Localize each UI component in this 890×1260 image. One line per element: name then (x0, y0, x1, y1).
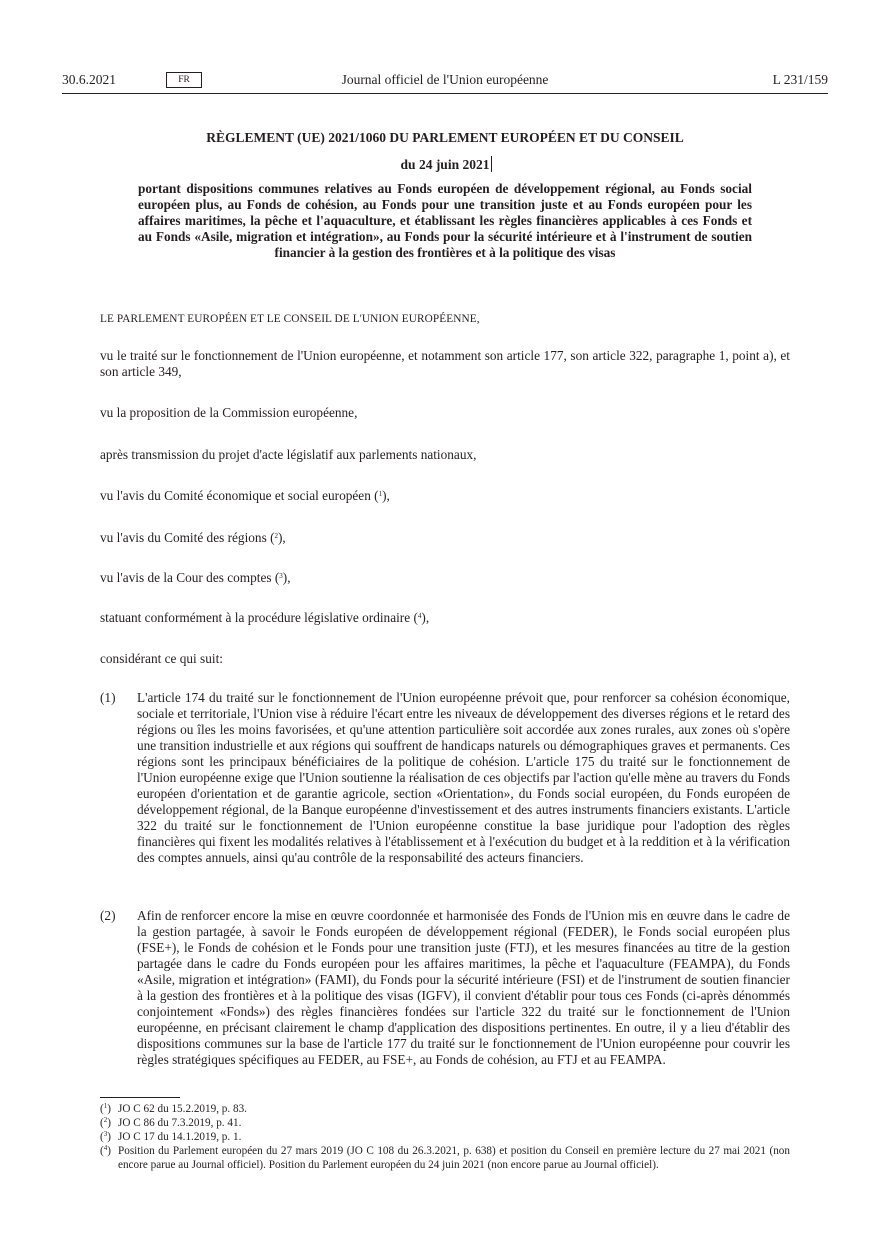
footnote-ref-4[interactable]: 4 (417, 612, 422, 620)
citation-ces-end: ), (382, 488, 390, 503)
footnote-text: JO C 62 du 15.2.2019, p. 83. (118, 1103, 247, 1115)
citation-cc-end: ), (282, 570, 291, 585)
citation-cc-text: vu l'avis de la Cour des comptes ( (100, 570, 280, 585)
citation-proposition: vu la proposition de la Commission européenne, (100, 405, 358, 420)
language-badge: FR (166, 72, 202, 88)
citation-cdr-text: vu l'avis du Comité des régions ( (100, 530, 275, 545)
recital-number: (1) (100, 690, 116, 705)
footnote-mark: ($^1$) (100, 1102, 111, 1115)
citation-cdr-end: ), (278, 530, 286, 545)
footnote-ref-1[interactable]: 1 (378, 490, 383, 498)
page-reference: L 231/159 (772, 72, 828, 87)
regulation-date: du 24 juin 2021 (400, 157, 490, 172)
header-date: 30.6.2021 (62, 72, 116, 87)
footnote-ref-3[interactable]: 3 (279, 572, 283, 580)
page-header (62, 72, 828, 90)
footnote-divider (100, 1097, 180, 1098)
regulation-title: RÈGLEMENT (UE) 2021/1060 DU PARLEMENT EUROPÉEN ET DU CONSEIL (206, 130, 684, 145)
citation-cdr (100, 530, 790, 546)
footnote-text: Position du Parlement européen du 27 mars 2019 (JO C 108 du 26.3.2021, p. 638) et position du Conseil en première lecture du 27 mai 2021 (non encore parue au Journal officiel). Position du Parlement européen du 24 juin 2021 (non encore parue au Journal officiel). (118, 1145, 790, 1171)
preamble-intro: LE PARLEMENT EUROPÉEN ET LE CONSEIL DE L'UNION EUROPÉENNE, (100, 313, 480, 325)
citation-procedure (100, 610, 790, 626)
footnote-mark: ($^4$) (100, 1144, 111, 1157)
citation-transmission: après transmission du projet d'acte législatif aux parlements nationaux, (100, 447, 477, 462)
citation-cour-comptes (100, 570, 790, 586)
footnote-ref-2[interactable]: 2 (274, 532, 278, 540)
footnote-text: JO C 86 du 7.3.2019, p. 41. (118, 1117, 242, 1129)
citation-ces (100, 488, 790, 504)
recital-number: (2) (100, 908, 116, 923)
recital-text: Afin de renforcer encore la mise en œuvre coordonnée et harmonisée des Fonds de l'Union mis en œuvre dans le cadre de la gestion partagée, à savoir le Fonds européen de développement régional (FEDER), le Fonds social européen plus (FSE+), le Fonds de cohésion et le Fonds pour une transition juste (FTJ), et les mesures financées au titre de la gestion partagée dans le cadre du Fonds européen pour les affaires maritimes, la pêche et l'aquaculture (FEAMPA), du Fonds «Asile, migration et intégration» (FAMI), du Fonds pour la sécurité intérieure (FSI) et de l'instrument de soutien financier à la gestion des frontières et à la politique des visas (IGFV), il convient d'établir pour tous ces Fonds (ci-après dénommés conjointement «Fonds») des règles financières fondées sur l'article 322 du traité sur le fonctionnement de l'Union européenne, en précisant clairement le champ d'application des dispositions pertinentes. En outre, il y a lieu d'établir des dispositions communes sur la base de l'article 177 du traité sur le fonctionnement de l'Union européenne pour couvrir les règles stratégiques spécifiques au FEDER, au FSE+, au Fonds de cohésion, au FTJ et au FEAMPA. (137, 908, 790, 1067)
recital-text: L'article 174 du traité sur le fonctionnement de l'Union européenne prévoit que, pour renforcer sa cohésion économique, sociale et territoriale, l'Union vise à réduire l'écart entre les niveaux de développement des diverses régions et le retard des régions ou îles les moins favorisées, et qu'une attention particulière soit accordée aux zones rurales, aux zones où s'opère une transition industrielle et aux régions qui souffrent de handicaps naturels ou démographiques graves et permanents. Ces régions sont les principaux bénéficiaires de la politique de cohésion. L'article 175 du traité sur le fonctionnement de l'Union européenne exige que l'Union soutienne la réalisation de ces objectifs par l'action qu'elle mène au travers du Fonds européen d'orientation et de garantie agricole, section «Orientation», du Fonds social européen, du Fonds européen de développement régional, de la Banque européenne d'investissement et des autres instruments financiers existants. L'article 322 du traité sur le fonctionnement de l'Union européenne constitue la base juridique pour l'adoption des règles financières qui fixent les modalités relatives à l'établissement et à l'exécution du budget et à la reddition et à la vérification des comptes annuels, ainsi qu'au contrôle de la responsabilité des acteurs financiers. (137, 690, 790, 865)
journal-title: Journal officiel de l'Union européenne (341, 72, 549, 87)
regulation-subtitle: portant dispositions communes relatives au Fonds européen de développement régional, au Fonds social européen plus, au Fonds de cohésion, au Fonds pour une transition juste et au Fonds européen pour les affaires maritimes, la pêche et l'aquaculture, et établissant les règles financières applicables à ces Fonds et au Fonds «Asile, migration et intégration», au Fonds pour la sécurité intérieure et à l'instrument de soutien financier à la gestion des frontières et à la politique des visas (138, 181, 752, 260)
considerant-intro: considérant ce qui suit: (100, 651, 223, 666)
text-cursor (491, 156, 492, 172)
citation-proc-text: statuant conformément à la procédure législative ordinaire ( (100, 610, 418, 625)
footnote-text: JO C 17 du 14.1.2019, p. 1. (118, 1131, 242, 1143)
footnote-mark: ($^2$) (100, 1116, 111, 1129)
header-divider (62, 93, 828, 94)
citation-ces-text: vu l'avis du Comité économique et social européen ( (100, 488, 379, 503)
citation-traite: vu le traité sur le fonctionnement de l'Union européenne, et notamment son article 177, son article 322, paragraphe 1, point a), et son article 349, (100, 348, 790, 379)
footnote-mark: ($^3$) (100, 1130, 111, 1143)
citation-proc-end: ), (421, 610, 430, 625)
